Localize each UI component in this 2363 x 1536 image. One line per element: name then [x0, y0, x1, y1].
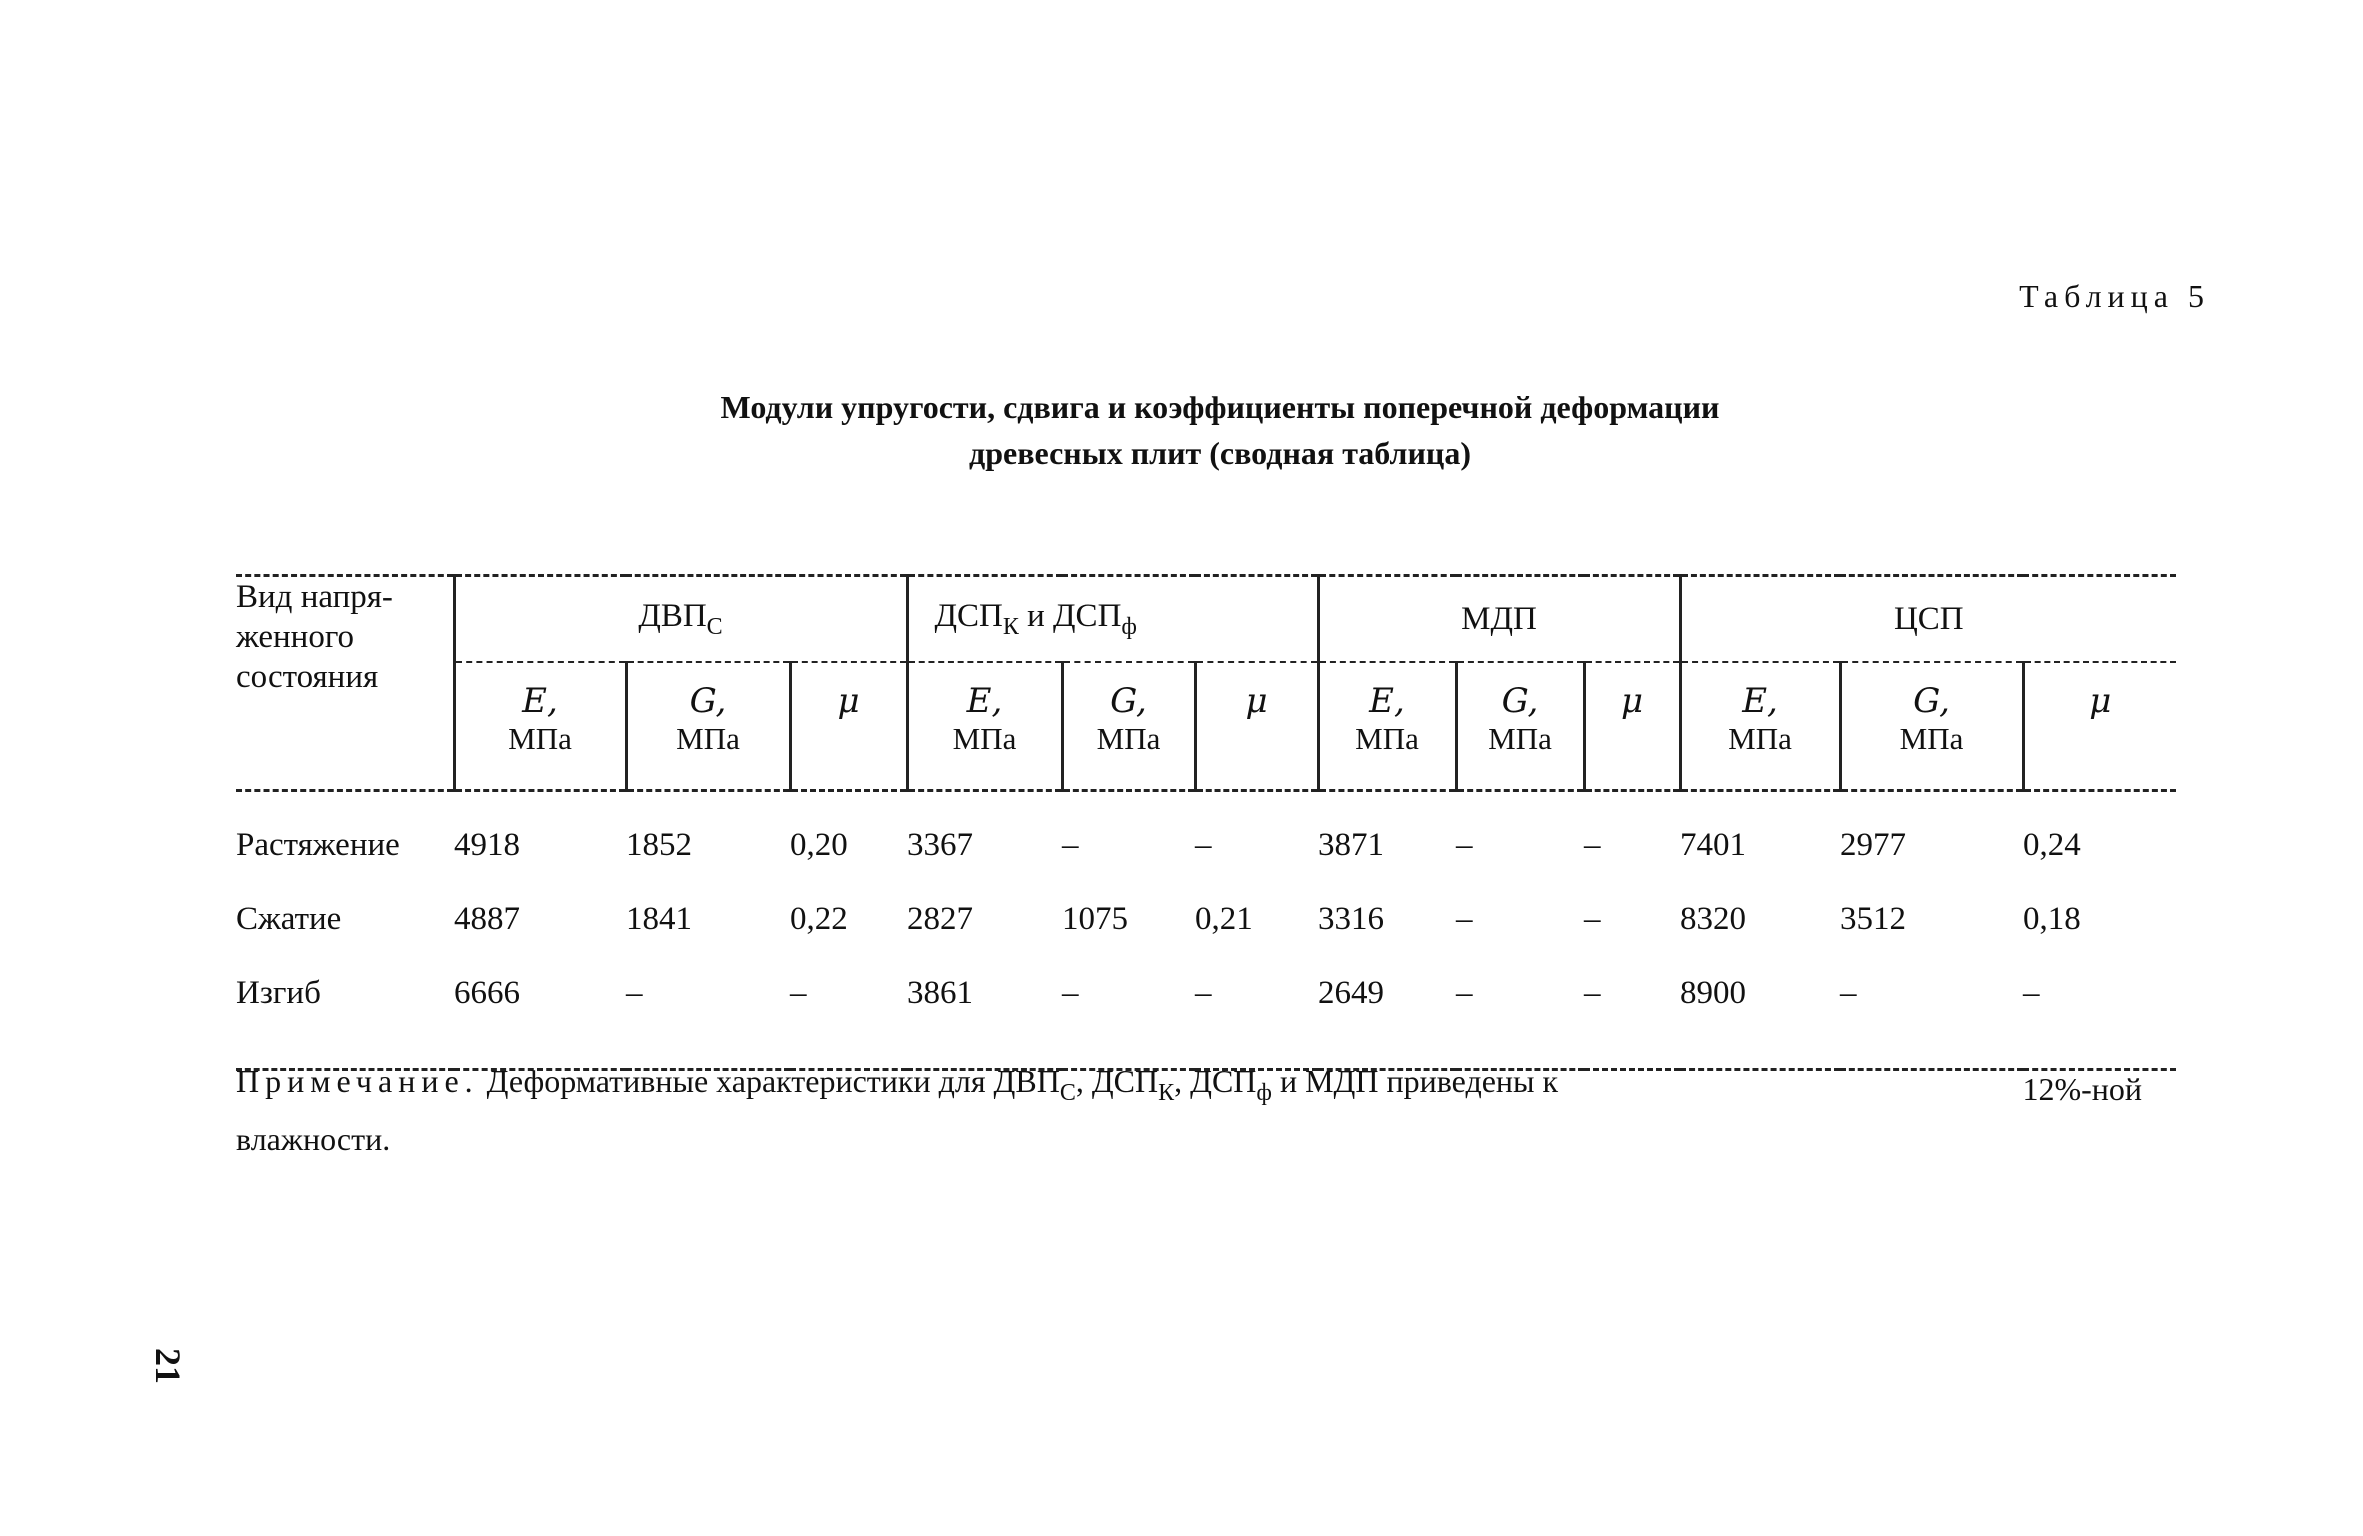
table-cell: –: [1456, 956, 1584, 1070]
table-body: [236, 791, 2176, 1070]
table-row: [236, 882, 2176, 956]
table-cell: 7401: [1680, 826, 1747, 863]
table-cell: –: [1062, 826, 1079, 863]
table-caption: [560, 384, 1880, 476]
table-note: Примечание. Деформативные характеристики для $ДВП_С$, $ДСП_К$, $ДСП_ф$ и МДП приведены к 12%-ной влажности.: [236, 1063, 2142, 1157]
table-cell: 0,20: [790, 826, 848, 863]
table-cell: –: [1195, 956, 1318, 1070]
row-label: Изгиб: [236, 956, 454, 1070]
table-cell: 1841: [626, 900, 692, 937]
table-row: [236, 791, 2176, 883]
subheader-e-tsp: E, МПа: [1680, 662, 1840, 791]
subheader-mu-dvp: μ: [790, 662, 907, 791]
table-cell: 4887: [454, 900, 520, 937]
table-cell: 0,18: [2023, 900, 2081, 937]
table-cell: 6666: [454, 956, 626, 1070]
table-cell: –: [1456, 900, 1473, 937]
table-cell: –: [1584, 956, 1680, 1070]
group-header-mdp: МДП: [1318, 576, 1680, 663]
table-cell: 8900: [1680, 956, 1840, 1070]
subheader-g-tsp: G, МПа: [1840, 662, 2023, 791]
table-cell: 3861: [907, 956, 1062, 1070]
row-label: Растяжение: [236, 826, 400, 863]
table-cell: 8320: [1680, 900, 1747, 937]
subheader-g-dvp: G, МПа: [626, 662, 790, 791]
table-cell: 0,21: [1195, 900, 1253, 937]
row-label: Сжатие: [236, 900, 342, 937]
group-header-dvp: $ДВП_С$: [454, 576, 907, 663]
table-row: [236, 956, 2176, 1070]
table-cell: 0,22: [790, 900, 848, 937]
subheader-e-dvp: E, МПа: [454, 662, 626, 791]
table-cell: –: [1584, 900, 1601, 937]
subheader-e-mdp: E, МПа: [1318, 662, 1456, 791]
table-cell: 3316: [1318, 900, 1384, 937]
table-cell: –: [1456, 826, 1473, 863]
table-cell: –: [626, 956, 790, 1070]
table-cell: 2827: [907, 900, 973, 937]
group-header-tsp: ЦСП: [1680, 576, 2176, 663]
table-cell: –: [1195, 826, 1212, 863]
caption-line-2: древесных плит (сводная таблица): [969, 435, 1471, 471]
table-cell: 1075: [1062, 900, 1128, 937]
table-cell: 0,24: [2023, 826, 2081, 863]
subheader-e-dsp: E, МПа: [907, 662, 1062, 791]
table-cell: –: [1840, 956, 2023, 1070]
table-cell: –: [1062, 956, 1195, 1070]
subheader-mu-mdp: μ: [1584, 662, 1680, 791]
table-cell: 2977: [1840, 826, 1907, 863]
group-header-dsp: $ДСП_К$ и $ДСП_ф$: [907, 576, 1318, 663]
note-line-2: влажности.: [236, 1121, 391, 1157]
subheader-mu-tsp: μ: [2023, 662, 2176, 791]
note-trail: 12%-ной: [2022, 1071, 2142, 1107]
elastic-moduli-table: [236, 574, 2176, 1071]
subheader-g-dsp: G, МПа: [1062, 662, 1195, 791]
page-number: 21: [148, 1348, 188, 1384]
note-lead: Примечание.: [236, 1063, 479, 1099]
subheader-g-mdp: G, МПа: [1456, 662, 1584, 791]
caption-line-1: Модули упругости, сдвига и коэффициенты поперечной деформации: [720, 389, 1720, 425]
table-cell: 3871: [1318, 826, 1384, 863]
row-header-line-1: Вид напря-: [236, 579, 393, 615]
table-cell: 1852: [626, 826, 692, 863]
table-cell: 3367: [907, 826, 973, 863]
table-number: Таблица 5: [2019, 278, 2210, 314]
row-header-cell: [236, 576, 454, 791]
table-cell: 3512: [1840, 900, 1907, 937]
table-cell: 4918: [454, 826, 520, 863]
row-header-line-2: женного: [236, 619, 355, 655]
row-header-line-3: состояния: [236, 659, 379, 695]
table-cell: –: [1584, 826, 1601, 863]
table-cell: –: [790, 956, 907, 1070]
subheader-mu-dsp: μ: [1195, 662, 1318, 791]
table-cell: 2649: [1318, 956, 1456, 1070]
table-cell: –: [2023, 956, 2176, 1070]
